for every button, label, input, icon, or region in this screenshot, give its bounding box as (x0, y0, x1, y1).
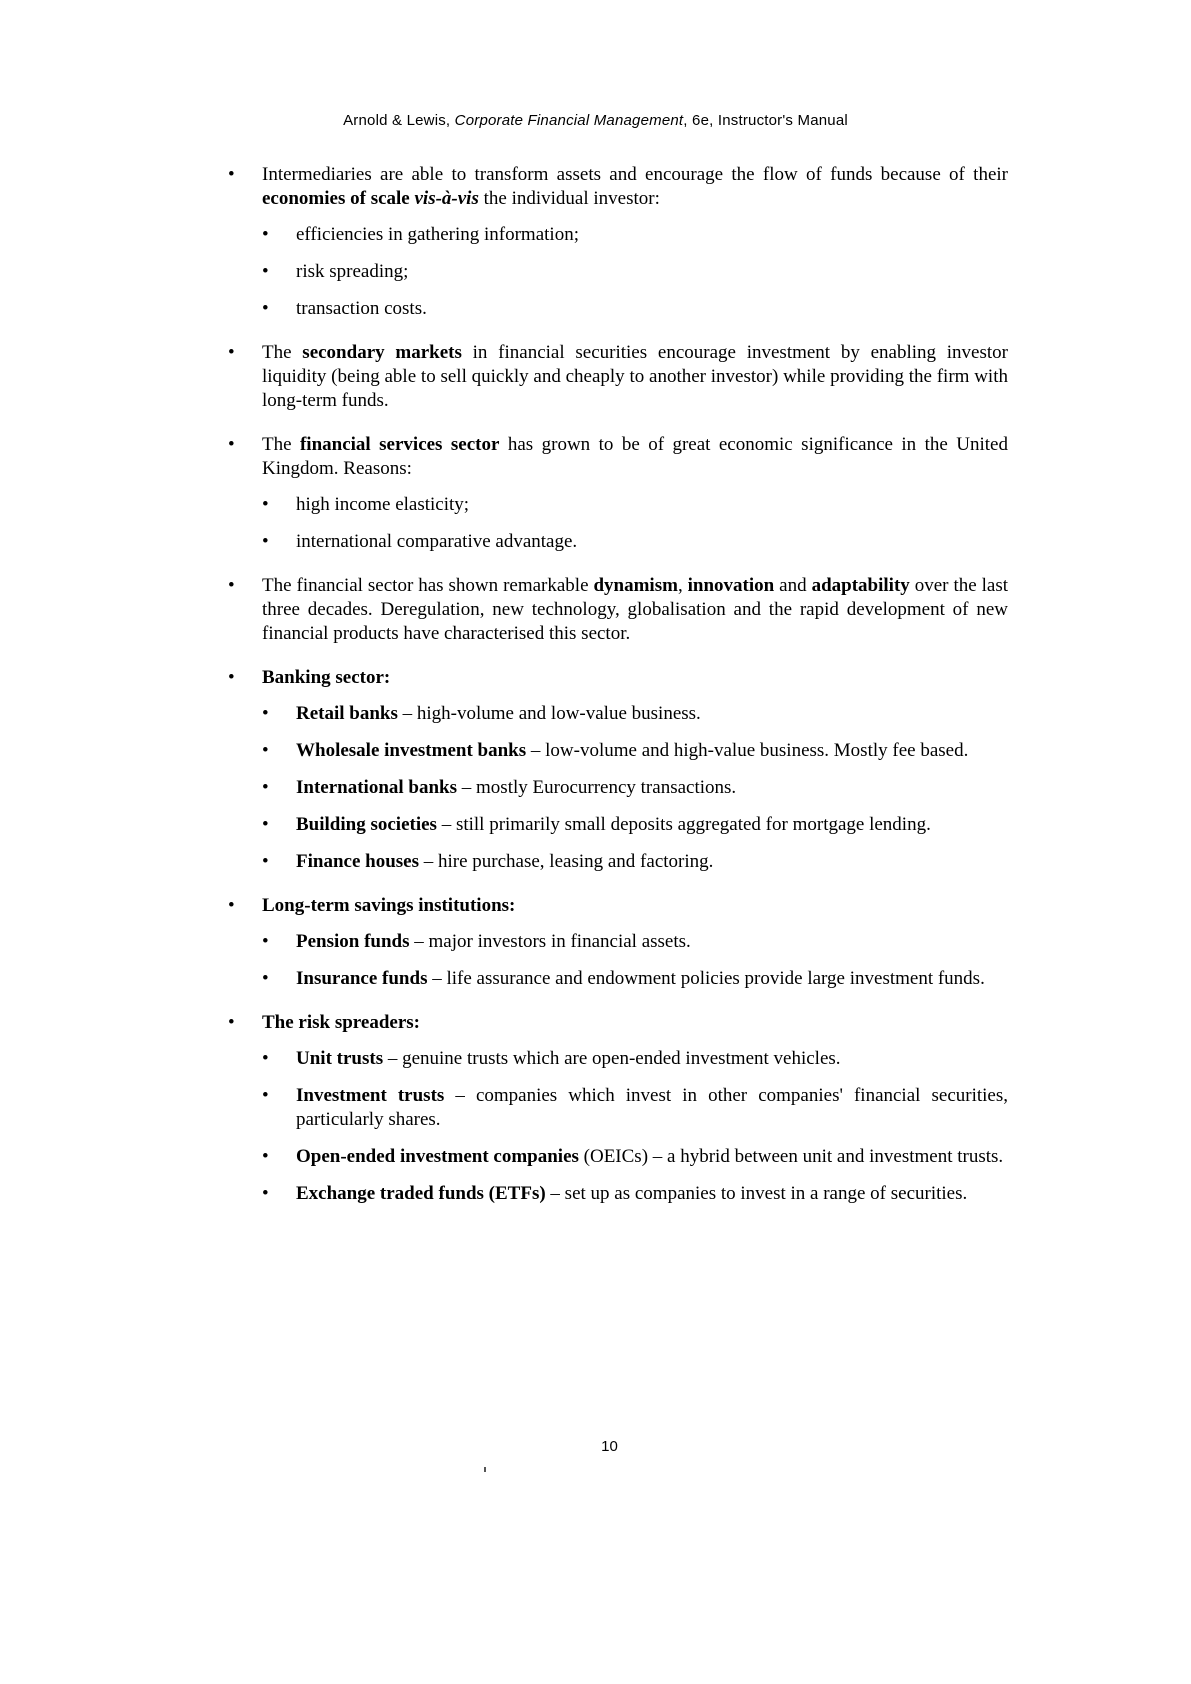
running-header (0, 112, 1191, 129)
page-number: 10 (601, 1438, 618, 1455)
sub-item: • transaction costs. (262, 297, 1008, 321)
sub-item: • Unit trusts – genuine trusts which are open-ended investment vehicles. (262, 1047, 1008, 1071)
sub-item: • risk spreading; (262, 260, 1008, 284)
sub-list-risk-spreaders (262, 1047, 1008, 1206)
sub-list-intermediaries (262, 223, 1008, 321)
bullet-risk-spreaders (228, 1011, 1008, 1035)
bullet-banking-sector (228, 666, 1008, 690)
term-vis-a-vis: vis-à-vis (414, 188, 479, 209)
sub-list-savings (262, 930, 1008, 991)
term-innovation: innovation (687, 575, 775, 596)
term-dynamism: dynamism (593, 575, 678, 596)
sub-item: • Investment trusts – companies which invest in other companies' financial securities, particularly shares. (262, 1084, 1008, 1132)
term-economies-of-scale: economies of scale (262, 188, 415, 209)
term-adaptability: adaptability (811, 575, 910, 596)
bullet-intermediaries: • Intermediaries are able to transform assets and encourage the flow of funds because of their economies of scale vis-à-vis the individual investor: (228, 163, 1008, 211)
sub-list-reasons (262, 493, 1008, 554)
sub-list-banking (262, 702, 1008, 874)
sub-item: • Exchange traded funds (ETFs) – set up as companies to invest in a range of securities. (262, 1182, 1008, 1206)
bullet-long-term-savings (228, 894, 1008, 918)
scan-mark (484, 1467, 486, 1472)
sub-item: • Open-ended investment companies (OEICs) – a hybrid between unit and investment trusts. (262, 1145, 1008, 1169)
section-heading: Long-term savings institutions: (262, 895, 516, 916)
section-heading: The risk spreaders: (262, 1012, 420, 1033)
document-body (228, 163, 1008, 1226)
sub-item: • Pension funds – major investors in financial assets. (262, 930, 1008, 954)
header-authors: Arnold & Lewis, (343, 112, 455, 129)
sub-item: • Building societies – still primarily small deposits aggregated for mortgage lending. (262, 813, 1008, 837)
sub-item: • efficiencies in gathering information; (262, 223, 1008, 247)
term-secondary-markets: secondary markets (302, 342, 462, 363)
term-financial-services-sector: financial services sector (299, 434, 500, 455)
sub-item: • International banks – mostly Eurocurrency transactions. (262, 776, 1008, 800)
sub-item: • Finance houses – hire purchase, leasing and factoring. (262, 850, 1008, 874)
bullet-financial-services: • The financial services sector has grown to be of great economic significance in the United Kingdom. Reasons: (228, 433, 1008, 481)
sub-item: • Wholesale investment banks – low-volume and high-value business. Mostly fee based. (262, 739, 1008, 763)
section-heading: Banking sector: (262, 667, 391, 688)
bullet-secondary-markets: • The secondary markets in financial securities encourage investment by enabling investor liquidity (being able to sell quickly and cheaply to another investor) while providing the firm with long-term funds. (228, 341, 1008, 413)
bullet-dynamism: • The financial sector has shown remarkable dynamism, innovation and adaptability over the last three decades. Deregulation, new technology, globalisation and the rapid development of new financial products have characterised this sector. (228, 574, 1008, 646)
header-edition: , 6e, Instructor's Manual (683, 112, 848, 129)
sub-item: • high income elasticity; (262, 493, 1008, 517)
sub-item: • Retail banks – high-volume and low-value business. (262, 702, 1008, 726)
sub-item: • Insurance funds – life assurance and endowment policies provide large investment funds. (262, 967, 1008, 991)
header-book-title: Corporate Financial Management (454, 112, 684, 129)
sub-item: • international comparative advantage. (262, 530, 1008, 554)
